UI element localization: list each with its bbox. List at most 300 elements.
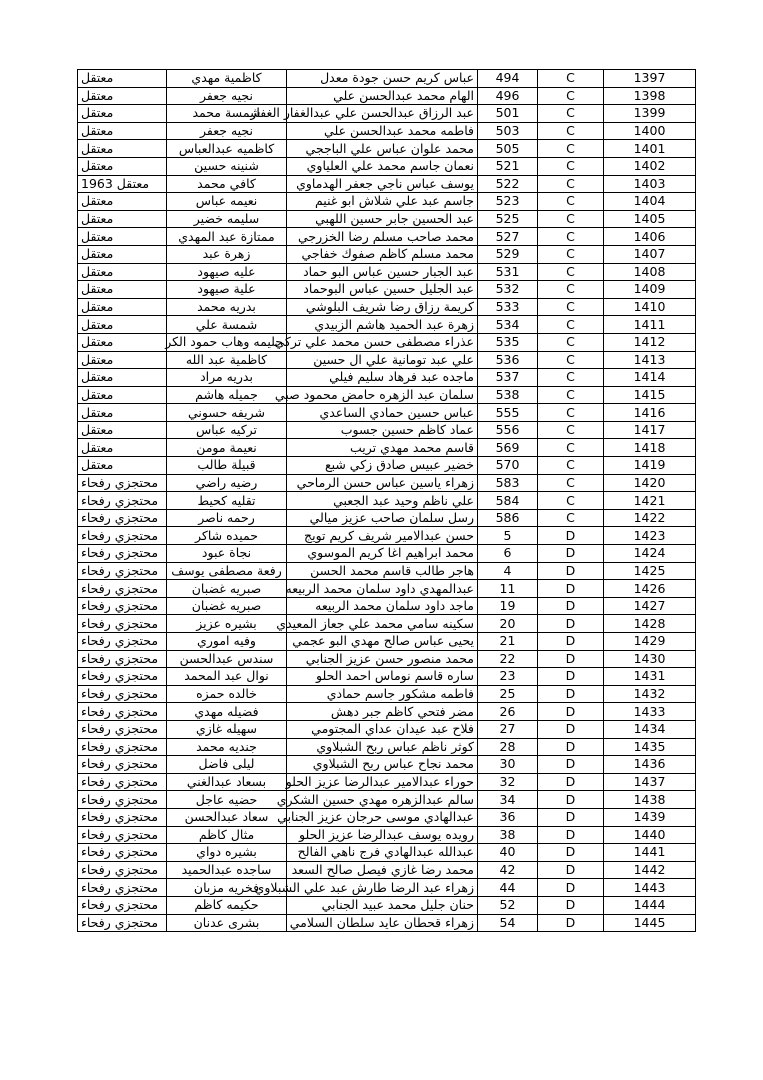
status-cell: محتجزي رفحاء	[78, 685, 167, 703]
record-number-cell: 503	[478, 122, 538, 140]
mother-name-cell: بسعاد عبدالغني	[167, 773, 287, 791]
category-cell: D	[538, 844, 604, 862]
status-cell: معتقل	[78, 316, 167, 334]
full-name-cell: محمد مسلم كاظم صفوك خفاجي	[287, 245, 478, 263]
mother-name-cell: تركيه عباس	[167, 421, 287, 439]
mother-name-cell: حميده شاكر	[167, 527, 287, 545]
status-cell: محتجزي رفحاء	[78, 562, 167, 580]
category-cell: C	[538, 228, 604, 246]
mother-name-cell: زهرة عبد	[167, 245, 287, 263]
records-table	[77, 69, 696, 932]
full-name-cell: جاسم عبد علي شلاش ابو غنيم	[287, 193, 478, 211]
full-name-cell: رسل سلمان صاحب عزيز ميالي	[287, 509, 478, 527]
status-cell: معتقل	[78, 87, 167, 105]
full-name-cell: فاطمه محمد عبدالحسن علي	[287, 122, 478, 140]
category-cell: D	[538, 650, 604, 668]
table-row	[78, 474, 696, 492]
sequence-number-cell: 1413	[604, 351, 696, 369]
record-number-cell: 32	[478, 773, 538, 791]
sequence-number-cell: 1441	[604, 844, 696, 862]
sequence-number-cell: 1416	[604, 404, 696, 422]
full-name-cell: محمد ابراهيم اغا كريم الموسوي	[287, 545, 478, 563]
category-cell: D	[538, 562, 604, 580]
status-cell: محتجزي رفحاء	[78, 808, 167, 826]
category-cell: D	[538, 668, 604, 686]
sequence-number-cell: 1437	[604, 773, 696, 791]
mother-name-cell: كاظمية عبد الله	[167, 351, 287, 369]
record-number-cell: 521	[478, 157, 538, 175]
table-row	[78, 703, 696, 721]
mother-name-cell: تقليه كحيط	[167, 492, 287, 510]
status-cell: معتقل	[78, 157, 167, 175]
record-number-cell: 584	[478, 492, 538, 510]
mother-name-cell: جميله هاشم	[167, 386, 287, 404]
full-name-cell: زهراء ياسين عباس حسن الرماحي	[287, 474, 478, 492]
full-name-cell: فلاح عبد عيدان عداي المجتومي	[287, 720, 478, 738]
mother-name-cell: بدريه مراد	[167, 369, 287, 387]
mother-name-cell: مثال كاظم	[167, 826, 287, 844]
status-cell: محتجزي رفحاء	[78, 545, 167, 563]
status-cell: محتجزي رفحاء	[78, 896, 167, 914]
sequence-number-cell: 1436	[604, 756, 696, 774]
full-name-cell: رويده يوسف عبدالرضا عزيز الحلو	[287, 826, 478, 844]
mother-name-cell: شنينه حسين	[167, 157, 287, 175]
sequence-number-cell: 1397	[604, 70, 696, 88]
mother-name-cell: سهيله غازي	[167, 720, 287, 738]
table-row	[78, 861, 696, 879]
record-number-cell: 583	[478, 474, 538, 492]
mother-name-cell: نجاة عبود	[167, 545, 287, 563]
mother-name-cell: بدريه محمد	[167, 298, 287, 316]
mother-name-cell: فضيله مهدي	[167, 703, 287, 721]
full-name-cell: مضر فتحي كاظم جبر دهش	[287, 703, 478, 721]
record-number-cell: 54	[478, 914, 538, 932]
table-row	[78, 527, 696, 545]
mother-name-cell: صبريه غضبان	[167, 580, 287, 598]
status-cell: محتجزي رفحاء	[78, 861, 167, 879]
sequence-number-cell: 1400	[604, 122, 696, 140]
record-number-cell: 527	[478, 228, 538, 246]
record-number-cell: 523	[478, 193, 538, 211]
table-row	[78, 122, 696, 140]
sequence-number-cell: 1442	[604, 861, 696, 879]
mother-name-cell: سندس عبدالحسن	[167, 650, 287, 668]
table-row	[78, 421, 696, 439]
record-number-cell: 26	[478, 703, 538, 721]
category-cell: D	[538, 597, 604, 615]
sequence-number-cell: 1428	[604, 615, 696, 633]
record-number-cell: 4	[478, 562, 538, 580]
mother-name-cell: جنديه محمد	[167, 738, 287, 756]
record-number-cell: 38	[478, 826, 538, 844]
category-cell: C	[538, 140, 604, 158]
full-name-cell: عبدالمهدي داود سلمان محمد الربيعه	[287, 580, 478, 598]
record-number-cell: 536	[478, 351, 538, 369]
category-cell: D	[538, 808, 604, 826]
sequence-number-cell: 1420	[604, 474, 696, 492]
table-row	[78, 492, 696, 510]
status-cell: معتقل	[78, 263, 167, 281]
full-name-cell: ماجده عبد فرهاد سليم فيلي	[287, 369, 478, 387]
mother-name-cell: شريفه حسوني	[167, 404, 287, 422]
record-number-cell: 570	[478, 457, 538, 475]
table-row	[78, 773, 696, 791]
mother-name-cell: نجيه جعفر	[167, 122, 287, 140]
full-name-cell: زهراء قحطان عايد سلطان السلامي	[287, 914, 478, 932]
table-row	[78, 545, 696, 563]
record-number-cell: 529	[478, 245, 538, 263]
sequence-number-cell: 1444	[604, 896, 696, 914]
record-number-cell: 532	[478, 281, 538, 299]
record-number-cell: 11	[478, 580, 538, 598]
table-row	[78, 105, 696, 123]
record-number-cell: 27	[478, 720, 538, 738]
table-row	[78, 87, 696, 105]
mother-name-cell: عليه صيهود	[167, 263, 287, 281]
record-number-cell: 52	[478, 896, 538, 914]
full-name-cell: كريمة رزاق رضا شريف البلوشي	[287, 298, 478, 316]
category-cell: C	[538, 263, 604, 281]
category-cell: C	[538, 421, 604, 439]
table-row	[78, 791, 696, 809]
mother-name-cell: صبريه غضبان	[167, 597, 287, 615]
mother-name-cell: خالده حمزه	[167, 685, 287, 703]
table-row	[78, 281, 696, 299]
table-row	[78, 228, 696, 246]
sequence-number-cell: 1404	[604, 193, 696, 211]
category-cell: C	[538, 298, 604, 316]
status-cell: معتقل	[78, 421, 167, 439]
mother-name-cell: نعيمه عباس	[167, 193, 287, 211]
sequence-number-cell: 1415	[604, 386, 696, 404]
category-cell: D	[538, 791, 604, 809]
mother-name-cell: نوال عبد المحمد	[167, 668, 287, 686]
mother-name-cell: ساجده عبدالحميد	[167, 861, 287, 879]
table-row	[78, 333, 696, 351]
category-cell: D	[538, 685, 604, 703]
status-cell: معتقل	[78, 333, 167, 351]
full-name-cell: زهراء عبد الرضا طارش عبد علي الشبلاوي	[287, 879, 478, 897]
sequence-number-cell: 1419	[604, 457, 696, 475]
full-name-cell: عماد كاظم حسين جسوب	[287, 421, 478, 439]
category-cell: D	[538, 738, 604, 756]
status-cell: محتجزي رفحاء	[78, 826, 167, 844]
full-name-cell: الهام محمد عبدالحسن علي	[287, 87, 478, 105]
sequence-number-cell: 1434	[604, 720, 696, 738]
full-name-cell: محمد منصور حسن عزيز الجنابي	[287, 650, 478, 668]
category-cell: D	[538, 914, 604, 932]
sequence-number-cell: 1410	[604, 298, 696, 316]
sequence-number-cell: 1401	[604, 140, 696, 158]
status-cell: معتقل	[78, 140, 167, 158]
full-name-cell: يوسف عباس ناجي جعفر الهدماوي	[287, 175, 478, 193]
table-row	[78, 263, 696, 281]
sequence-number-cell: 1440	[604, 826, 696, 844]
table-row	[78, 844, 696, 862]
category-cell: C	[538, 193, 604, 211]
category-cell: D	[538, 703, 604, 721]
sequence-number-cell: 1439	[604, 808, 696, 826]
full-name-cell: فاطمه مشكور جاسم حمادي	[287, 685, 478, 703]
category-cell: D	[538, 896, 604, 914]
full-name-cell: كوثر ناظم عباس ربح الشبلاوي	[287, 738, 478, 756]
full-name-cell: عبدالهادي موسى حرجان عزيز الجنابي	[287, 808, 478, 826]
mother-name-cell: كافي محمد	[167, 175, 287, 193]
sequence-number-cell: 1402	[604, 157, 696, 175]
mother-name-cell: قبيلة طالب	[167, 457, 287, 475]
mother-name-cell: سعاد عبدالحسن	[167, 808, 287, 826]
mother-name-cell: وفيه اموري	[167, 633, 287, 651]
category-cell: D	[538, 720, 604, 738]
sequence-number-cell: 1411	[604, 316, 696, 334]
record-number-cell: 538	[478, 386, 538, 404]
record-number-cell: 525	[478, 210, 538, 228]
status-cell: محتجزي رفحاء	[78, 580, 167, 598]
category-cell: C	[538, 439, 604, 457]
full-name-cell: محمد صاحب مسلم رضا الخزرجي	[287, 228, 478, 246]
category-cell: D	[538, 879, 604, 897]
table-row	[78, 738, 696, 756]
record-number-cell: 533	[478, 298, 538, 316]
full-name-cell: عبد الجليل حسين عباس البوحماد	[287, 281, 478, 299]
status-cell: معتقل	[78, 210, 167, 228]
sequence-number-cell: 1421	[604, 492, 696, 510]
record-number-cell: 28	[478, 738, 538, 756]
table-row	[78, 562, 696, 580]
table-row	[78, 157, 696, 175]
category-cell: D	[538, 633, 604, 651]
table-row	[78, 720, 696, 738]
category-cell: C	[538, 316, 604, 334]
table-row	[78, 826, 696, 844]
record-number-cell: 36	[478, 808, 538, 826]
full-name-cell: حسن عبدالامير شريف كريم تويج	[287, 527, 478, 545]
status-cell: محتجزي رفحاء	[78, 791, 167, 809]
table-row	[78, 685, 696, 703]
table-row	[78, 369, 696, 387]
sequence-number-cell: 1408	[604, 263, 696, 281]
table-row	[78, 404, 696, 422]
table-row	[78, 896, 696, 914]
sequence-number-cell: 1409	[604, 281, 696, 299]
record-number-cell: 30	[478, 756, 538, 774]
status-cell: معتقل	[78, 105, 167, 123]
sequence-number-cell: 1412	[604, 333, 696, 351]
sequence-number-cell: 1431	[604, 668, 696, 686]
full-name-cell: عباس حسين حمادي الساعدي	[287, 404, 478, 422]
mother-name-cell: حكيمه كاظم	[167, 896, 287, 914]
full-name-cell: عبد الرزاق عبدالحسن علي عبدالغفار الغفار	[287, 105, 478, 123]
sequence-number-cell: 1422	[604, 509, 696, 527]
category-cell: C	[538, 122, 604, 140]
status-cell: محتجزي رفحاء	[78, 474, 167, 492]
table-row	[78, 509, 696, 527]
status-cell: معتقل	[78, 369, 167, 387]
status-cell: معتقل	[78, 281, 167, 299]
category-cell: C	[538, 157, 604, 175]
full-name-cell: محمد علوان عباس علي الباججي	[287, 140, 478, 158]
sequence-number-cell: 1418	[604, 439, 696, 457]
mother-name-cell: كاظميه عبدالعباس	[167, 140, 287, 158]
category-cell: D	[538, 756, 604, 774]
sequence-number-cell: 1443	[604, 879, 696, 897]
category-cell: C	[538, 351, 604, 369]
mother-name-cell: بشيره دواي	[167, 844, 287, 862]
status-cell: معتقل	[78, 439, 167, 457]
table-row	[78, 808, 696, 826]
record-number-cell: 6	[478, 545, 538, 563]
table-row	[78, 597, 696, 615]
table-row	[78, 580, 696, 598]
sequence-number-cell: 1417	[604, 421, 696, 439]
category-cell: C	[538, 87, 604, 105]
records-body	[78, 70, 696, 932]
sequence-number-cell: 1435	[604, 738, 696, 756]
mother-name-cell: كاظمية مهدي	[167, 70, 287, 88]
record-number-cell: 531	[478, 263, 538, 281]
table-row	[78, 193, 696, 211]
full-name-cell: خضير عبيس صادق زكي شبع	[287, 457, 478, 475]
category-cell: C	[538, 175, 604, 193]
category-cell: C	[538, 509, 604, 527]
category-cell: C	[538, 457, 604, 475]
status-cell: محتجزي رفحاء	[78, 879, 167, 897]
record-number-cell: 494	[478, 70, 538, 88]
record-number-cell: 534	[478, 316, 538, 334]
status-cell: محتجزي رفحاء	[78, 668, 167, 686]
table-row	[78, 439, 696, 457]
status-cell: محتجزي رفحاء	[78, 650, 167, 668]
table-row	[78, 457, 696, 475]
full-name-cell: قاسم محمد مهدي تريب	[287, 439, 478, 457]
status-cell: محتجزي رفحاء	[78, 844, 167, 862]
category-cell: C	[538, 386, 604, 404]
status-cell: محتجزي رفحاء	[78, 738, 167, 756]
category-cell: C	[538, 404, 604, 422]
category-cell: C	[538, 105, 604, 123]
status-cell: معتقل	[78, 193, 167, 211]
sequence-number-cell: 1426	[604, 580, 696, 598]
sequence-number-cell: 1399	[604, 105, 696, 123]
record-number-cell: 25	[478, 685, 538, 703]
record-number-cell: 19	[478, 597, 538, 615]
category-cell: D	[538, 580, 604, 598]
sequence-number-cell: 1405	[604, 210, 696, 228]
status-cell: معتقل	[78, 351, 167, 369]
category-cell: C	[538, 70, 604, 88]
sequence-number-cell: 1414	[604, 369, 696, 387]
mother-name-cell: رفعة مصطفى يوسف	[167, 562, 287, 580]
category-cell: C	[538, 281, 604, 299]
table-row	[78, 351, 696, 369]
status-cell: معتقل	[78, 404, 167, 422]
table-row	[78, 386, 696, 404]
table-row	[78, 245, 696, 263]
status-cell: معتقل	[78, 70, 167, 88]
full-name-cell: حنان جليل محمد عبيد الجنابي	[287, 896, 478, 914]
record-number-cell: 44	[478, 879, 538, 897]
status-cell: معتقل	[78, 245, 167, 263]
full-name-cell: ماجد داود سلمان محمد الربيعه	[287, 597, 478, 615]
status-cell: محتجزي رفحاء	[78, 527, 167, 545]
full-name-cell: عبد الجبار حسين عباس البو حماد	[287, 263, 478, 281]
record-number-cell: 5	[478, 527, 538, 545]
category-cell: C	[538, 474, 604, 492]
status-cell: معتقل 1963	[78, 175, 167, 193]
table-row	[78, 650, 696, 668]
sequence-number-cell: 1403	[604, 175, 696, 193]
full-name-cell: علي ناظم وحيد عبد الجعبي	[287, 492, 478, 510]
status-cell: محتجزي رفحاء	[78, 509, 167, 527]
table-row	[78, 914, 696, 932]
record-number-cell: 569	[478, 439, 538, 457]
category-cell: D	[538, 861, 604, 879]
record-number-cell: 20	[478, 615, 538, 633]
status-cell: محتجزي رفحاء	[78, 597, 167, 615]
status-cell: معتقل	[78, 386, 167, 404]
status-cell: محتجزي رفحاء	[78, 914, 167, 932]
record-number-cell: 555	[478, 404, 538, 422]
mother-name-cell: حليمه وهاب حمود الكر	[167, 333, 287, 351]
full-name-cell: علي عبد تومانية علي ال حسين	[287, 351, 478, 369]
table-row	[78, 210, 696, 228]
sequence-number-cell: 1406	[604, 228, 696, 246]
record-number-cell: 501	[478, 105, 538, 123]
record-number-cell: 586	[478, 509, 538, 527]
table-row	[78, 633, 696, 651]
full-name-cell: زهرة عبد الحميد هاشم الزبيدي	[287, 316, 478, 334]
record-number-cell: 40	[478, 844, 538, 862]
record-number-cell: 42	[478, 861, 538, 879]
category-cell: C	[538, 210, 604, 228]
full-name-cell: محمد رضا غازي فيصل صالح السعد	[287, 861, 478, 879]
sequence-number-cell: 1430	[604, 650, 696, 668]
mother-name-cell: شمسة علي	[167, 316, 287, 334]
category-cell: D	[538, 527, 604, 545]
status-cell: محتجزي رفحاء	[78, 703, 167, 721]
status-cell: معتقل	[78, 457, 167, 475]
sequence-number-cell: 1432	[604, 685, 696, 703]
table-row	[78, 70, 696, 88]
record-number-cell: 496	[478, 87, 538, 105]
status-cell: معتقل	[78, 228, 167, 246]
mother-name-cell: بشرى عدنان	[167, 914, 287, 932]
full-name-cell: عذراء مصطفى حسن محمد علي تركي	[287, 333, 478, 351]
category-cell: C	[538, 492, 604, 510]
category-cell: C	[538, 333, 604, 351]
full-name-cell: محمد نجاح عباس ربح الشبلاوي	[287, 756, 478, 774]
status-cell: محتجزي رفحاء	[78, 633, 167, 651]
sequence-number-cell: 1445	[604, 914, 696, 932]
full-name-cell: عباس كريم حسن جودة معدل	[287, 70, 478, 88]
sequence-number-cell: 1423	[604, 527, 696, 545]
record-number-cell: 34	[478, 791, 538, 809]
table-row	[78, 298, 696, 316]
sequence-number-cell: 1429	[604, 633, 696, 651]
table-row	[78, 756, 696, 774]
mother-name-cell: فخريه مزبان	[167, 879, 287, 897]
mother-name-cell: ليلى فاضل	[167, 756, 287, 774]
record-number-cell: 21	[478, 633, 538, 651]
mother-name-cell: نجيه جعفر	[167, 87, 287, 105]
record-number-cell: 522	[478, 175, 538, 193]
full-name-cell: عبدالله عبدالهادي فرج ناهي الفالح	[287, 844, 478, 862]
sequence-number-cell: 1433	[604, 703, 696, 721]
sequence-number-cell: 1398	[604, 87, 696, 105]
category-cell: C	[538, 245, 604, 263]
record-number-cell: 535	[478, 333, 538, 351]
sequence-number-cell: 1407	[604, 245, 696, 263]
